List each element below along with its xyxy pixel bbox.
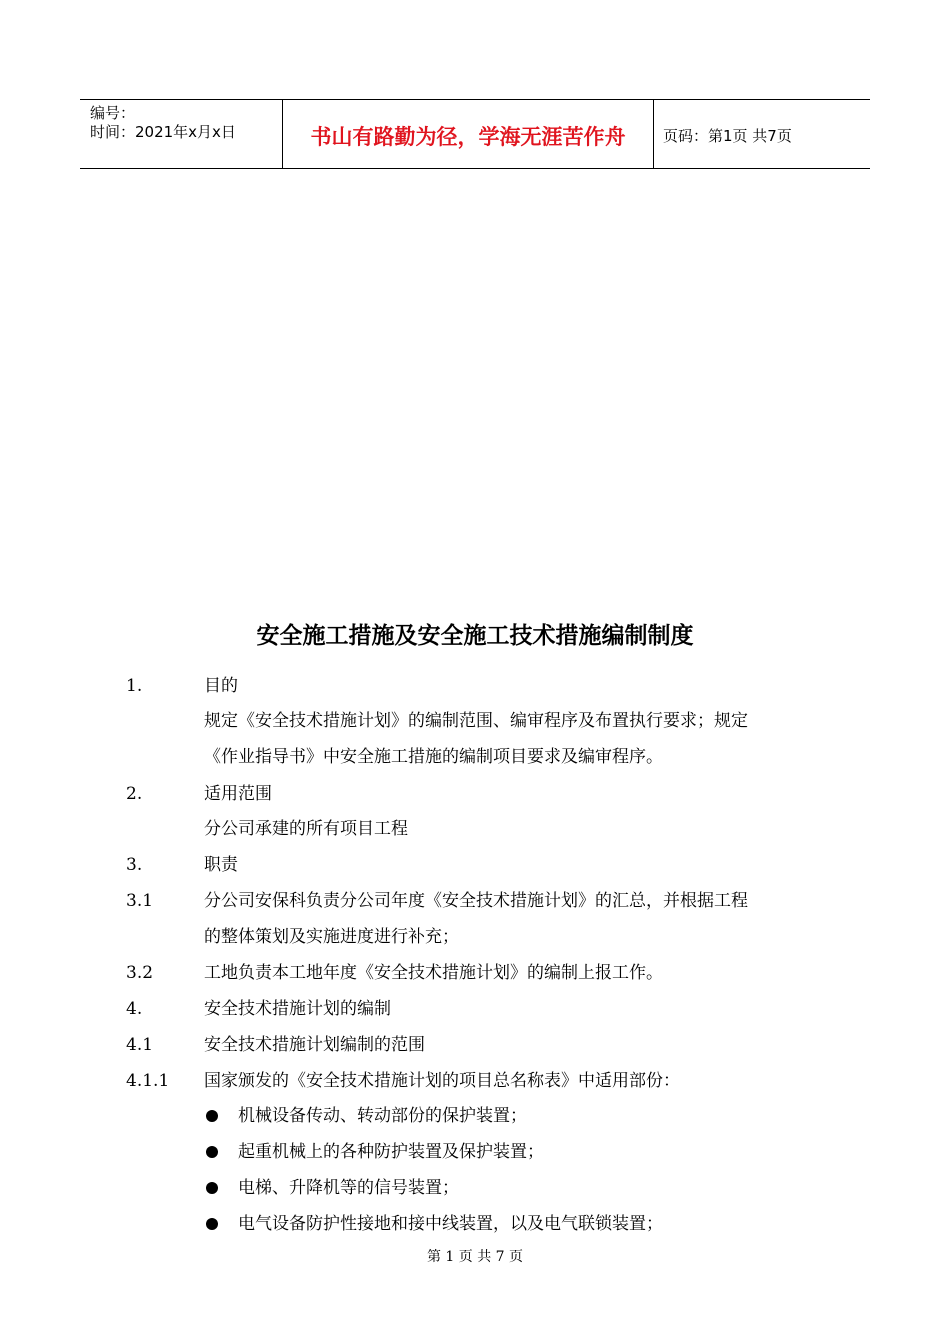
section-number: 1. — [126, 676, 143, 696]
page-footer: 第 1 页 共 7 页 — [426, 1249, 524, 1265]
section-number: 4. — [126, 999, 143, 1019]
section-number: 3.2 — [126, 963, 154, 983]
section-title: 目的 — [204, 676, 238, 696]
section-number: 3. — [126, 855, 143, 875]
paragraph-line: 工地负责本工地年度《安全技术措施计划》的编制上报工作。 — [204, 963, 663, 983]
section-number: 4.1.1 — [126, 1071, 170, 1091]
paragraph-line: 规定《安全技术措施计划》的编制范围、编审程序及布置执行要求；规定 — [204, 711, 748, 731]
document-header — [80, 99, 870, 169]
paragraph-line: 分公司承建的所有项目工程 — [204, 819, 408, 839]
bullet-icon — [206, 1182, 218, 1194]
date-label: 时间：2021年x月x日 — [90, 123, 236, 141]
paragraph-line: 的整体策划及实施进度进行补充； — [204, 927, 459, 947]
paragraph-line: 《作业指导书》中安全施工措施的编制项目要求及编审程序。 — [204, 747, 663, 767]
bullet-icon — [206, 1146, 218, 1158]
bullet-icon — [206, 1218, 218, 1230]
list-item: 起重机械上的各种防护装置及保护装置； — [238, 1142, 544, 1162]
list-item: 电气设备防护性接地和接中线装置，以及电气联锁装置； — [238, 1214, 663, 1234]
document-title: 安全施工措施及安全施工技术措施编制制度 — [256, 623, 694, 649]
section-number: 2. — [126, 784, 143, 804]
list-item: 电梯、升降机等的信号装置； — [238, 1178, 459, 1198]
section-number: 4.1 — [126, 1035, 154, 1055]
header-page-info: 页码：第1页 共7页 — [663, 126, 792, 145]
header-motto: 书山有路勤为径，学海无涯苦作舟 — [282, 100, 654, 168]
header-meta — [80, 100, 282, 168]
bullet-icon — [206, 1110, 218, 1122]
paragraph-line: 分公司安保科负责分公司年度《安全技术措施计划》的汇总，并根据工程 — [204, 891, 748, 911]
section-title: 职责 — [204, 855, 238, 875]
list-item: 机械设备传动、转动部份的保护装置； — [238, 1106, 527, 1126]
code-label: 编号： — [90, 104, 136, 122]
section-number: 3.1 — [126, 891, 154, 911]
section-title: 适用范围 — [204, 784, 272, 804]
section-title: 安全技术措施计划编制的范围 — [204, 1035, 425, 1055]
paragraph-line: 国家颁发的《安全技术措施计划的项目总名称表》中适用部份： — [204, 1071, 680, 1091]
section-title: 安全技术措施计划的编制 — [204, 999, 391, 1019]
